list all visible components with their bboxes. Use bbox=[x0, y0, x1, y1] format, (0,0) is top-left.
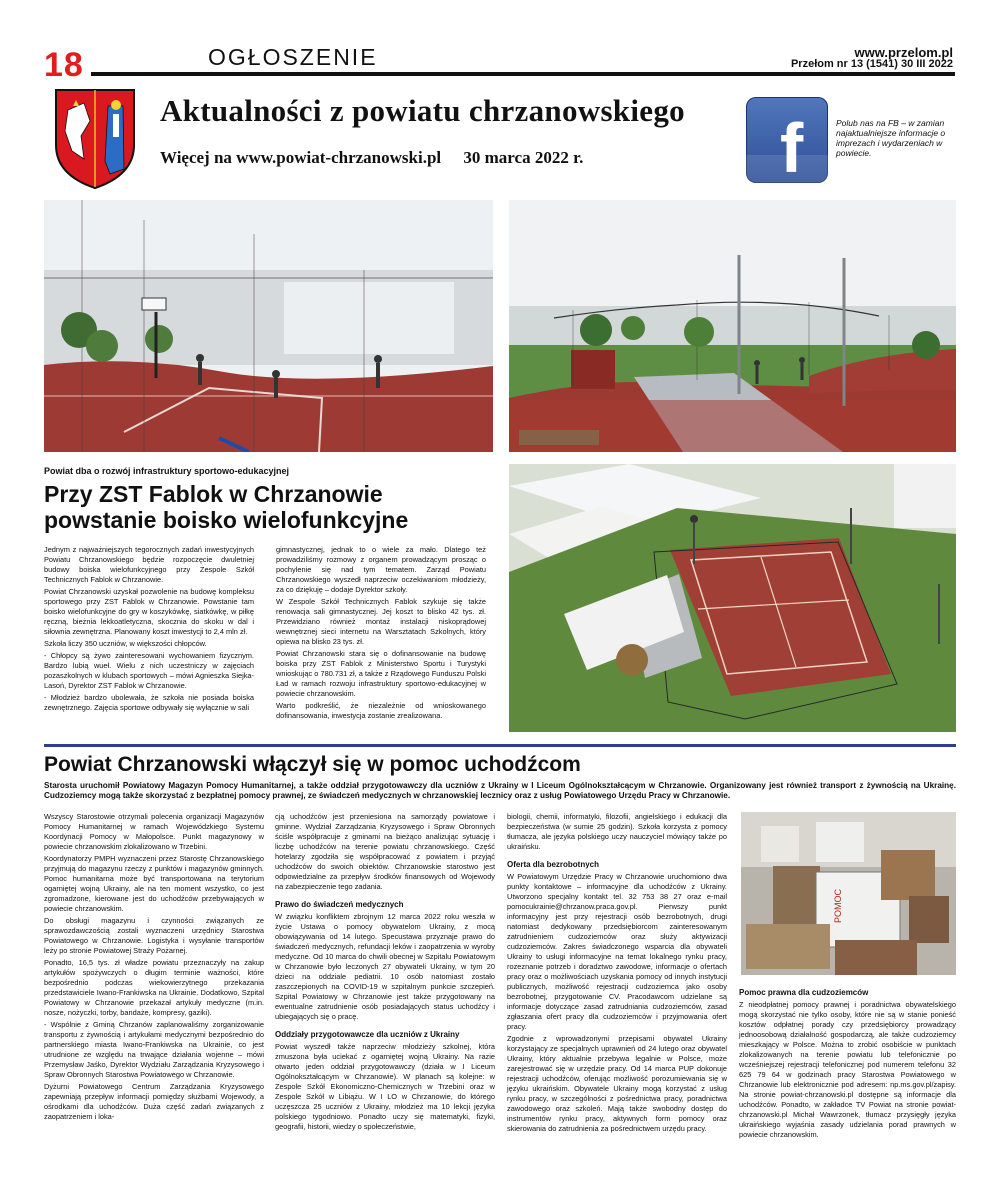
article1-p9: Warto podkreślić, że niezależnie od wnioskowanego dofinansowania, inwestycja zostanie zrealizowana. bbox=[276, 701, 486, 720]
unemployed-offer-text: W Powiatowym Urzędzie Pracy w Chrzanowie uruchomiono dwa punkty kontaktowe – informacyjne dla uchodźców z Ukrainy. Utworzono specjalny kontakt tel. 32 753 38 27 oraz e-mail pomocukrainie@chrzanow.praca.gov.pl. Pierwszy punkt informacyjny jest przy rejestracji osób bezrobotnych, drugi natomiast dedykowany przedsiębiorcom zainteresowanym zatrudnieniem cudzoziemców oraz służy aktywizacji cudzoziemców. Zakres świadczonego wsparcia dla obywateli Ukrainy to usługi informacyjne na temat lokalnego rynku pracy, rozeznanie potrzeb i doradztwo zawodowe, informacje o ofertach pracy oraz o możliwościach uzyskania pomocy od innych instytucji publicznych, możliwość rejestracji cudzoziemca jako osoby bezrobotnej, przygotowanie CV. Pracodawcom udzielane są informacje dotyczące zasad zatrudniania cudzoziemców, zasad zgłaszania ofert pracy dla cudzoziemców i przyjmowania ofert pracy. bbox=[507, 872, 727, 1031]
legal-aid-text: Z nieodpłatnej pomocy prawnej i poradnictwa obywatelskiego mogą skorzystać nie tylko osoby, które nie są w stanie ponieść kosztów odpłatnej porady czy przedsiębiorcy prowadzący jednoosobową działalność gospodarczą, ale także cudzoziemcy mieszkający w Polsce. Można to zrobić osobiście w punktach zlokalizowanych na terenie powiatu lub telefonicznie po wcześniejszej rejestracji telefonicznej pod numerem telefonu 32 625 79 64 w godzinach pracy Starostwa Powiatowego w Chrzanowie lub elektronicznie pod adresem: np.ms.gov.pl/zapisy. Na stronie powiat-chrzanowski.pl dostępne są informacje dla uchodźców. Ponadto, w zakładce TV Powiat na stronie powiat-chrzanowski.pl Michał Wawrzonek, tłumacz przysięgły języka ukraińskiego wyjaśnia zasady udzielania porad prawnych w powiecie chrzanowskim. bbox=[739, 1000, 956, 1139]
sports-field-aerial-render bbox=[509, 464, 956, 732]
article1-title: Przy ZST Fablok w Chrzanowie powstanie boisko wielofunkcyjne bbox=[44, 481, 409, 533]
facebook-icon[interactable] bbox=[746, 97, 828, 183]
article1-p1: Jednym z najważniejszych tegorocznych zadań inwestycyjnych Powiatu Chrzanowskiego będzie rozpoczęcie dwuletniej budowy boiska wielofunkcyjnego przy Zespole Szkół Technicznych Fablok w Chrzanowie. bbox=[44, 545, 254, 584]
a2-col1-p1: Wszyscy Starostowie otrzymali polecenia organizacji Magazynów Pomocy Humanitarnej w ramach Wojewódzkiego Systemu Koordynacji Pomocy w Małopolsce. Punkt magazynowy w powiecie chrzanowskim zlokalizowano w Trzebini. bbox=[44, 812, 264, 851]
a2-col1-p6: Dyżurni Powiatowego Centrum Zarządzania Kryzysowego zapewniają przepływ informacji pomiędzy służbami Wojewody, a ośrodkami dla uchodźców. Duża część zadań związanych z zaopatrzeniem i loka- bbox=[44, 1082, 264, 1121]
a2-col1-p4: Ponadto, 16,5 tys. zł władze powiatu przeznaczyły na zakup artykułów spożywczych o długim terminie ważności, które bezpośrednio podczas wiekowierzytnego przekazania przedstawiciele Iwano-Frankiwska na Ukrainie. Dodatkowo, Szpital Powiatowy w Chrzanowie przekazał artykuły medyczne (m.in. nosze, nożyczki, torby, bandaże, kompresy, gaziki). bbox=[44, 958, 264, 1017]
article1-p8: Powiat Chrzanowski stara się o dofinansowanie na budowę boiska przy ZST Fablok z Ministerstwo Sportu i Turystyki wnioskując o 780.731 zł, a także z Rządowego Funduszu Polski Ład w ramach rozwoju infrastruktury sportowo-edukacyjnej w powiecie chrzanowskim. bbox=[276, 649, 486, 698]
masthead-title: Aktualności z powiatu chrzanowskiego bbox=[160, 93, 685, 128]
coat-of-arms-icon bbox=[53, 87, 137, 191]
issue-info: Przełom nr 13 (1541) 30 III 2022 bbox=[790, 58, 953, 70]
a2-col2-p1: cją uchodźców jest przeniesiona na samorządy powiatowe i gminne. Wydział Zarządzania Kryzysowego i Spraw Obronnych ściśle współpracuje z gminami na bieżąco analizując sytuację i liczbę uchodźców na terenie powiatu chrzanowskiego. Część hotelarzy zgodziła się współpracować z powiatem i przyjąć uchodźców do swoich obiektów. Chrzanowskie starostwo jest odpowiedzialne za przepływ środków finansowych od Wojewody na zabezpieczenie tego zadania. bbox=[275, 812, 495, 891]
preparatory-classes-heading: Oddziały przygotowawcze dla uczniów z Ukrainy bbox=[275, 1030, 460, 1039]
article1-p6: gimnastycznej, jednak to o wiele za mało. Dlatego też prowadziliśmy rozmowy z organem prowadzącym prosząc o pochylenie się nad tym tematem. Zarząd Powiatu Chrzanowskiego wyszedł naprzeciw oczekiwaniom młodzieży, za co dziękuję – dodaje Dyrektor szkoły. bbox=[276, 545, 486, 594]
unemployed-offer-heading: Oferta dla bezrobotnych bbox=[507, 860, 600, 869]
masthead-subline bbox=[160, 148, 583, 168]
article1-body bbox=[44, 545, 499, 735]
medical-rights-text: W związku konfliktem zbrojnym 12 marca 2022 roku weszła w życie Ustawa o pomocy obywatelom Ukrainy, z mocą obowiązywania od 14 lutego. Specustawa przyznaje prawo do świadczeń medycznych, refundacji leków i zaopatrzenia w wyroby medyczne. Od 10 marca do chwili obecnej w Szpitalu Powiatowym w Chrzanowie było leczonych 27 obywateli Ukrainy, w tym 20 dzieci na oddziale pediatrii. 10 osób natomiast zostało zaszczepionych na COVID-19 w szpitalnym punkcie szczepień. Szpital Powiatowy w Chrzanowie jest także przygotowany na ewentualne zatrudnienie osób posiadających status uchodźcy i ubiegających się o pracę. bbox=[275, 912, 495, 1021]
article1-p7: W Zespole Szkół Technicznych Fablok szykuje się także renowacja sali gimnastycznej. Jej koszt to blisko 42 tys. zł. Przewidziano również montaż instalacji niskoprądowej wewnętrznej sieci internetu na Warsztatach Szkolnych, który opiewa na blisko 23 tys. zł. bbox=[276, 597, 486, 646]
facebook-text: Polub nas na FB – w zamian najaktualniejsze informacje o imprezach i wydarzeniach w powiecie. bbox=[836, 118, 946, 158]
a2-col1-p2: Koordynatorzy PMPH wyznaczeni przez Starostę Chrzanowskiego przyjmują do magazynu rzeczy z punktów i magazynów gminnych. Pomoc humanitarna może być transportowana na terytorium ogarniętej wojną Ukrainy, ale na ten moment wszystko, co jest zgromadzone, kierowane jest do uchodźców przebywających w powiecie chrzanowskim. bbox=[44, 854, 264, 913]
a2-col3-p0: biologii, chemii, informatyki, filozofii, angielskiego i edukacji dla bezpieczeństwa (w sumie 25 godzin). Szkoła korzysta z pomocy tłumacza, ale języka polskiego uczy nauczyciel mówiący także po ukraińsku. bbox=[507, 812, 727, 851]
sports-field-render-1 bbox=[44, 200, 493, 452]
article1-p5: - Młodzież bardzo ubolewała, że szkoła nie posiada boiska zewnętrznego. Zajęcia sportowe odbywały się wyłącznie w sali bbox=[44, 693, 254, 712]
section-label: OGŁOSZENIE bbox=[208, 44, 378, 70]
article1-p3: Szkoła liczy 350 uczniów, w większości chłopców. bbox=[44, 639, 207, 648]
a2-col1-p5: - Wspólnie z Gminą Chrzanów zaplanowaliśmy zorganizowanie transportu z żywnością i artykułami medycznymi bezpośrednio do partnerskiego miasta Iwano-Frankiwska na Ukrainie, co jest utrudnione ze względu na trwające działania wojenne – mówi Przemysław Jaśko, Dyrektor Wydziału Zarządzania Kryzysowego i Spraw Obronnych Starostwa Powiatowego w Chrzanowie. bbox=[44, 1020, 264, 1079]
preparatory-classes-text: Powiat wyszedł także naprzeciw młodzieży szkolnej, która zmuszona była uciekać z ogarniętej wojną Ukrainy. Na razie otwarto jeden oddział przygotowawczy (działa w I Liceum Ogólnokształcącym w Chrzanowie). W planach są kolejne: w Zespole Szkół Ekonomiczno-Chemicznych w Trzebini oraz w Zespole Szkół w Libiążu. W I LO w Chrzanowie, do którego uczęszcza 25 uczniów z Ukrainy, młodzież ma 10 lekcji języka polskiego tygodniowo. Ponadto uczy się matematyki, fizyki, geografii, historii, wiedzy o społeczeństwie, bbox=[275, 1042, 495, 1131]
registration-text: Zgodnie z wprowadzonymi przepisami obywatel Ukrainy korzystający ze specjalnych uprawnień od 24 lutego oraz obywatel Ukrainy, który aktualnie przebywa legalnie w Polsce, może zarejestrować się w urzędzie pracy. Od 14 marca PUP dokonuje rejestracji uchodźców, oferując możliwość porozumiewania się w języku ukraińskim. Obywatele Ukrainy mogą korzystać z usług rynku pracy, w szczególności z pośrednictwa pracy, poradnictwa zawodowego oraz szkoleń. Mają także swobodny dostęp do instrumentów rynku pracy, aktywnych form pomocy oraz skierowania do zatrudnienia za pośrednictwem urzędu pracy. bbox=[507, 1034, 727, 1133]
section-divider bbox=[44, 744, 956, 747]
humanitarian-warehouse-photo bbox=[741, 812, 956, 975]
sports-field-render-2 bbox=[509, 200, 956, 452]
article1-p4: - Chłopcy są żywo zainteresowani wychowaniem fizycznym. Bardzo lubią wueł. Wielu z nich uczestniczy w zajęciach pozaszkolnych w klubach sportowych – mówi Agnieszka Siejka-Lasoń, Dyrektor ZST Fablok w Chrzanowie. bbox=[44, 651, 254, 690]
svg-text:POMOC: POMOC bbox=[833, 888, 843, 923]
page-number: 18 bbox=[44, 46, 84, 84]
article2-lead: Starosta uruchomił Powiatowy Magazyn Pomocy Humanitarnej, a także oddział przygotowawczy dla uczniów z Ukrainy w I Liceum Ogólnokształcącym w Chrzanowie. Organizowany jest również transport z żywnością na Ukrainę. Cudzoziemcy mogą także skorzystać z bezpłatnej pomocy prawnej, ze świadczeń medycznych w chrzanowskiej lecznicy oraz z usług Powiatowego Urzędu Pracy w Chrzanowie. bbox=[44, 781, 956, 800]
svg-text:f: f bbox=[780, 109, 804, 183]
article1-kicker: Powiat dba o rozwój infrastruktury sportowo-edukacyjnej bbox=[44, 466, 290, 476]
article1-p2: Powiat Chrzanowski uzyskał pozwolenie na budowę kompleksu sportowego przy ZST Fablok w Chrzanowie. Powstanie tam boisko wielofunkcyjne do gry w koszykówkę, siatkówkę, w piłkę ręczną, bieżnia lekkoatletyczna, skocznia do skoku w dal i siłownia zewnętrzna. Planowany koszt inwestycji to 2,4 mln zł. bbox=[44, 587, 254, 636]
website-link[interactable]: Więcej na www.powiat-chrzanowski.pl bbox=[160, 148, 442, 167]
medical-rights-heading: Prawo do świadczeń medycznych bbox=[275, 900, 404, 909]
masthead-date: 30 marca 2022 r. bbox=[463, 148, 584, 167]
a2-col1-p3: Do obsługi magazynu i czynności związanych ze sprawozdawczością zostali wyznaczeni urzędnicy Starostwa Powiatowego w Chrzanowie. Logistyka i wysyłanie transportów leży po stronie Powiatowej Straży Pożarnej. bbox=[44, 916, 264, 955]
top-rule bbox=[91, 72, 955, 76]
legal-aid-heading: Pomoc prawna dla cudzoziemców bbox=[739, 988, 869, 997]
article2-title: Powiat Chrzanowski włączył się w pomoc uchodźcom bbox=[44, 753, 581, 776]
site-url[interactable]: www.przelom.pl bbox=[854, 45, 953, 60]
